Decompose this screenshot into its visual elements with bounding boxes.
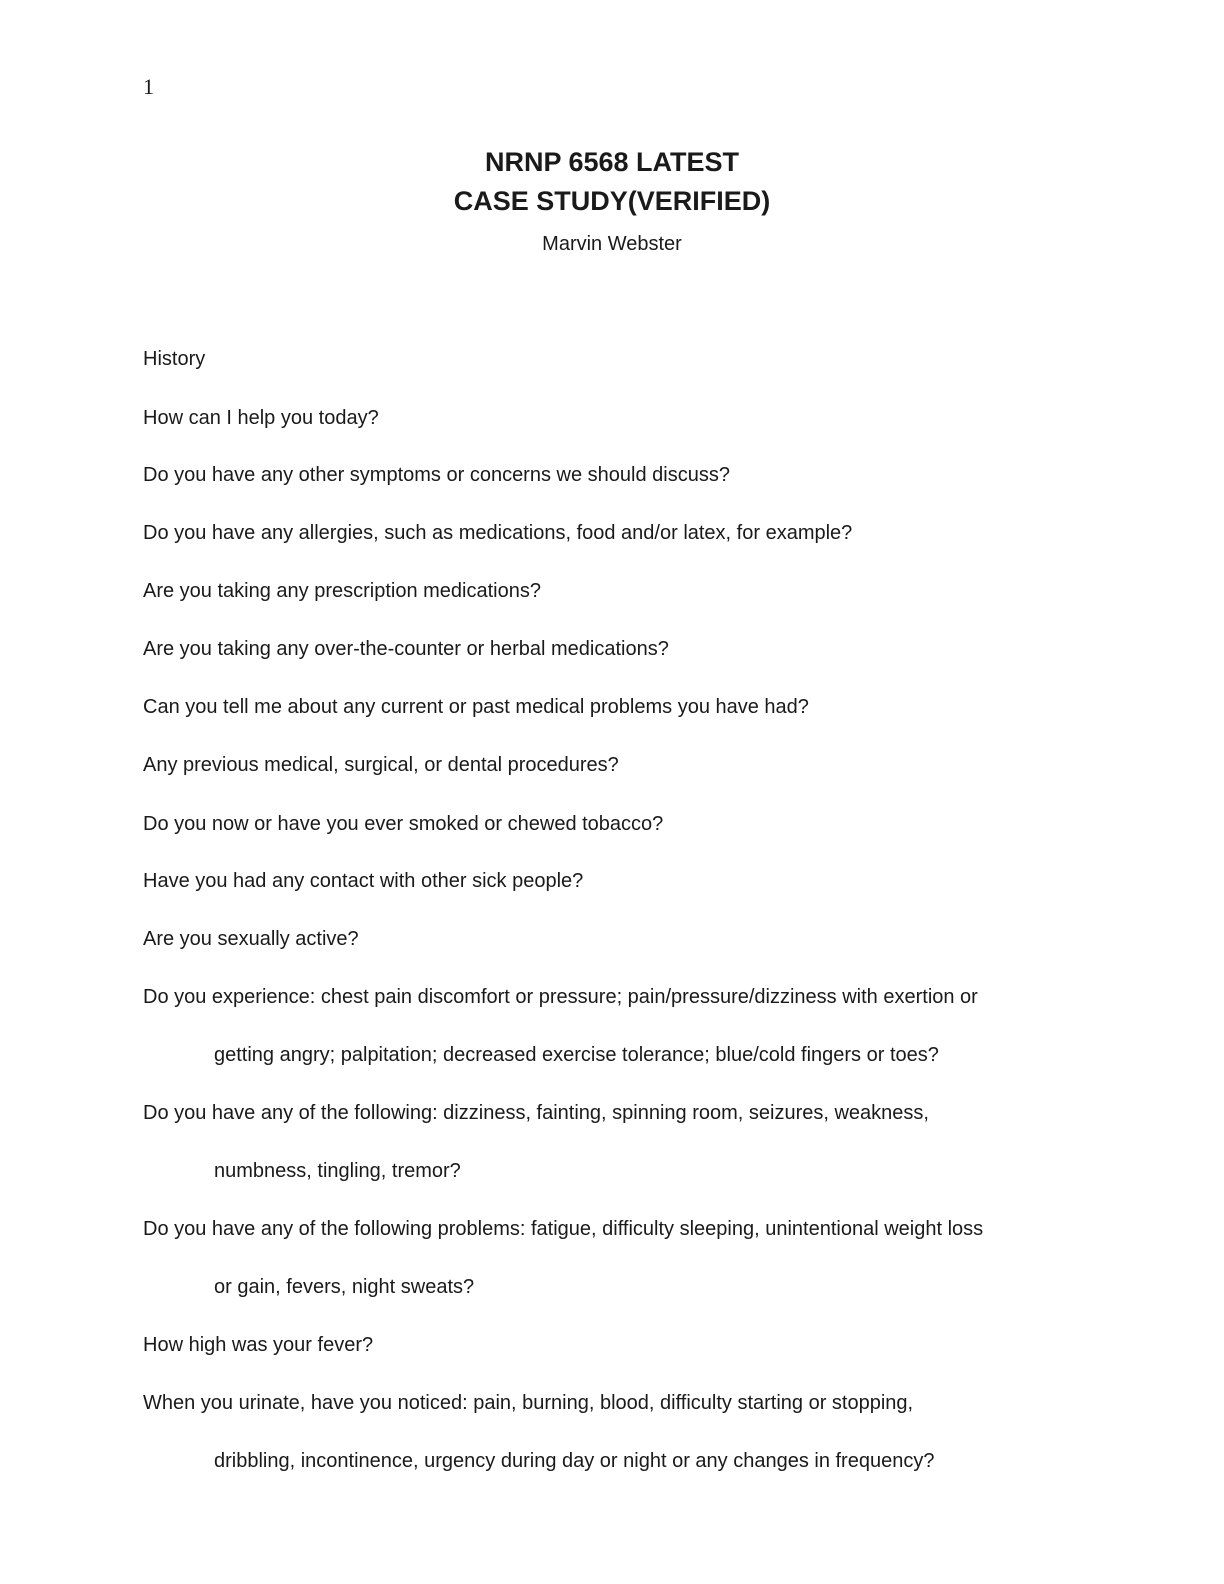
history-question: How can I help you today? [143, 407, 379, 429]
history-question: How high was your fever? [143, 1334, 374, 1356]
page-number: 1 [143, 74, 154, 99]
history-question-continuation: dribbling, incontinence, urgency during day or night or any changes in frequency? [214, 1450, 935, 1472]
history-question: Do you experience: chest pain discomfort or pressure; pain/pressure/dizziness with exertion or [143, 986, 978, 1008]
history-question: Are you taking any prescription medications? [143, 580, 541, 602]
history-question: When you urinate, have you noticed: pain, burning, blood, difficulty starting or stopping, [143, 1392, 914, 1414]
history-question: Any previous medical, surgical, or dental procedures? [143, 754, 619, 776]
history-question: Do you have any of the following: dizziness, fainting, spinning room, seizures, weakness, [143, 1102, 929, 1124]
author-name: Marvin Webster [542, 233, 682, 255]
history-question: Are you sexually active? [143, 928, 359, 950]
history-question: Do you have any of the following problems: fatigue, difficulty sleeping, unintentional weight loss [143, 1218, 984, 1240]
document-title-line-1: NRNP 6568 LATEST [484, 147, 740, 177]
history-question-continuation: or gain, fevers, night sweats? [214, 1276, 475, 1298]
history-question-continuation: numbness, tingling, tremor? [214, 1160, 461, 1182]
history-question: Do you now or have you ever smoked or chewed tobacco? [143, 813, 664, 835]
history-question: Have you had any contact with other sick people? [143, 870, 584, 892]
document-title-line-2: CASE STUDY(VERIFIED) [453, 186, 771, 216]
history-question: Are you taking any over-the-counter or herbal medications? [143, 638, 669, 660]
history-question: Do you have any other symptoms or concerns we should discuss? [143, 464, 730, 486]
history-question: Can you tell me about any current or past medical problems you have had? [143, 696, 809, 718]
history-question-continuation: getting angry; palpitation; decreased exercise tolerance; blue/cold fingers or toes? [214, 1044, 939, 1066]
section-heading-history: History [143, 348, 206, 370]
history-question: Do you have any allergies, such as medications, food and/or latex, for example? [143, 522, 853, 544]
